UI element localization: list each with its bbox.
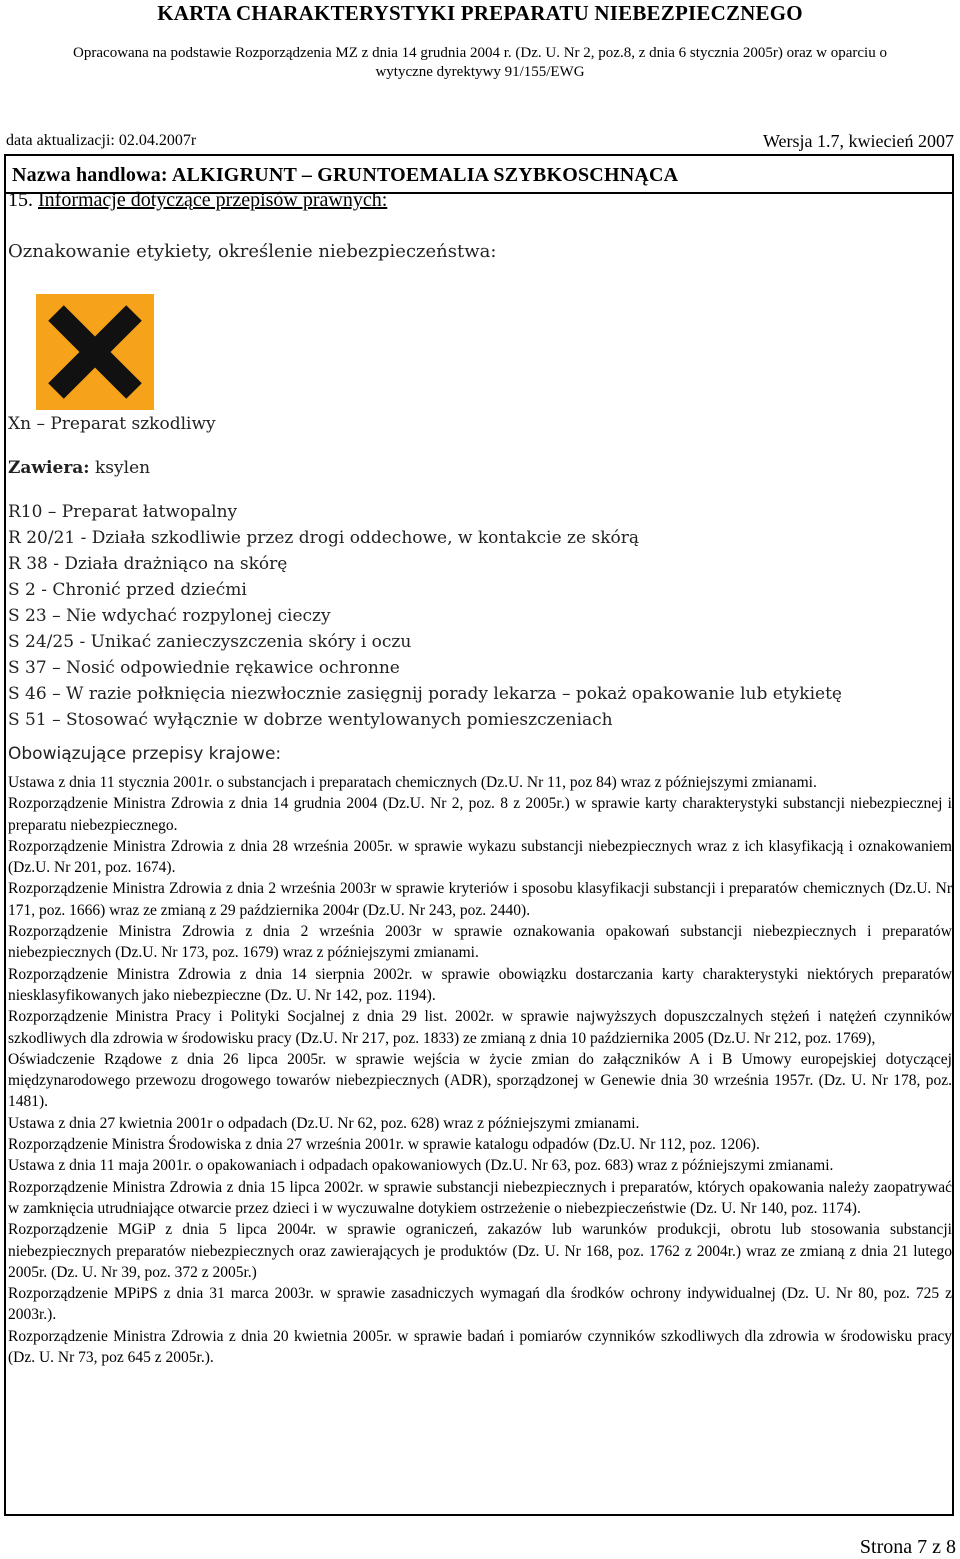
subtitle-line-2: wytyczne dyrektywy 91/155/EWG xyxy=(375,64,585,80)
symbol-label: Xn – Preparat szkodliwy xyxy=(8,414,216,434)
section-title: Informacje dotyczące przepisów prawnych: xyxy=(38,189,388,211)
laws-heading: Obowiązujące przepisy krajowe: xyxy=(8,744,282,764)
harmful-x-icon xyxy=(36,294,154,410)
phrase-item: S 24/25 - Unikać zanieczyszczenia skóry i oczu xyxy=(8,632,412,652)
regulations-list xyxy=(8,772,952,1368)
trade-name: Nazwa handlowa: ALKIGRUNT – GRUNTOEMALIA SZYBKOSCHNĄCA xyxy=(6,156,952,194)
regulation-item: Rozporządzenie Ministra Zdrowia z dnia 15 lipca 2002r. w sprawie substancji niebezpiecznych i preparatów, których opakowania należy zaopatrywać w zamknięcia utrudniające otwarcie przez dzieci i w wyczuwalne dotykiem ostrzeżenie o niebezpieczeństwie (Dz. U. Nr 140, poz. 1174). xyxy=(8,1178,952,1217)
regulation-item: Rozporządzenie Ministra Zdrowia z dnia 2 września 2003r w sprawie kryteriów i sposobu klasyfikacji substancji i preparatów chemicznych (Dz.U. Nr 171, poz. 1666) wraz ze zmianą z 29 października 2004r (Dz.U. Nr 243, poz. 2440). xyxy=(8,880,952,919)
regulation-item: Rozporządzenie Ministra Zdrowia z dnia 28 września 2005r. w sprawie wykazu substancji niebezpiecznych wraz z ich klasyfikacją i oznakowaniem (Dz.U. Nr 201, poz. 1674). xyxy=(8,837,952,877)
labeling-heading: Oznakowanie etykiety, określenie niebezpieczeństwa: xyxy=(8,241,497,262)
regulation-item: Rozporządzenie Ministra Zdrowia z dnia 14 sierpnia 2002r. w sprawie obowiązku dostarczania karty charakterystyki niektórych preparatów niesklasyfikowanych jako niebezpieczne (Dz. U. Nr 142, poz. 1194). xyxy=(8,965,952,1004)
regulation-item: Rozporządzenie MGiP z dnia 5 lipca 2004r. w sprawie ograniczeń, zakazów lub warunków produkcji, obrotu lub stosowania substancji niebezpiecznych preparatów niebezpiecznych oraz zawierających je produktów (Dz. U. Nr 168, poz. 1762 z 2004r.) wraz ze zmianą z dnia 21 lutego 2005r. (Dz. U. Nr 39, poz. 372 z 2005r.) xyxy=(8,1221,952,1281)
regulation-item: Ustawa z dnia 27 kwietnia 2001r o odpadach (Dz.U. Nr 62, poz. 628) wraz z późniejszymi zmianami. xyxy=(8,1114,640,1132)
document-title: KARTA CHARAKTERYSTYKI PREPARATU NIEBEZPIECZNEGO xyxy=(157,1,803,25)
phrase-item: S 51 – Stosować wyłącznie w dobrze wentylowanych pomieszczeniach xyxy=(8,710,613,730)
phrase-item: S 37 – Nosić odpowiednie rękawice ochronne xyxy=(8,658,400,678)
regulation-item: Rozporządzenie Ministra Zdrowia z dnia 2 września 2003r w sprawie oznakowania opakowań substancji niebezpiecznych i preparatów niebezpiecznych (Dz.U. Nr 173, poz. 1679) wraz z późniejszymi zmianami. xyxy=(8,923,952,962)
contains-label: Zawiera: xyxy=(8,458,90,478)
contains-value: ksylen xyxy=(95,458,151,478)
phrase-item: S 23 – Nie wdychać rozpylonej cieczy xyxy=(8,606,331,626)
regulation-item: Rozporządzenie Ministra Zdrowia z dnia 20 kwietnia 2005r. w sprawie badań i pomiarów czynników szkodliwych dla zdrowia w środowisku pracy (Dz. U. Nr 73, poz 645 z 2005r.). xyxy=(8,1327,952,1367)
regulation-item: Ustawa z dnia 11 maja 2001r. o opakowaniach i odpadach opakowaniowych (Dz.U. Nr 63, poz. 683) wraz z późniejszymi zmianami. xyxy=(8,1157,834,1175)
update-date: data aktualizacji: 02.04.2007r xyxy=(6,132,197,149)
document-subtitle xyxy=(0,44,960,82)
regulation-item: Ustawa z dnia 11 stycznia 2001r. o substancjach i preparatach chemicznych (Dz.U. Nr 11, poz 84) wraz z późniejszymi zmianami. xyxy=(8,774,817,791)
section-box xyxy=(4,154,954,1516)
phrase-item: S 46 – W razie połknięcia niezwłocznie zasięgnij porady lekarza – pokaż opakowanie lub etykietę xyxy=(8,684,842,704)
section-number: 15. xyxy=(8,189,33,211)
section-header xyxy=(8,188,387,212)
version-label: Wersja 1.7, kwiecień 2007 xyxy=(763,131,954,151)
phrase-item: R 38 - Działa drażniąco na skórę xyxy=(8,554,288,574)
regulation-item: Rozporządzenie MPiPS z dnia 31 marca 2003r. w sprawie zasadniczych wymagań dla środków ochrony indywidualnej (Dz. U. Nr 80, poz. 725 z 2003r.). xyxy=(8,1285,952,1324)
risk-safety-phrases xyxy=(8,499,842,733)
page-number: Strona 7 z 8 xyxy=(859,1536,956,1558)
subtitle-line-1: Opracowana na podstawie Rozporządzenia MZ z dnia 14 grudnia 2004 r. (Dz. U. Nr 2, poz.8, z dnia 6 stycznia 2005r) oraz w oparciu o xyxy=(73,45,887,61)
phrase-item: S 2 - Chronić przed dziećmi xyxy=(8,580,247,600)
phrase-item: R 20/21 - Działa szkodliwie przez drogi oddechowe, w kontakcie ze skórą xyxy=(8,528,639,548)
phrase-item: R10 – Preparat łatwopalny xyxy=(8,502,238,522)
regulation-item: Rozporządzenie Ministra Zdrowia z dnia 14 grudnia 2004 (Dz.U. Nr 2, poz. 8 z 2005r.) w sprawie karty charakterystyki substancji niebezpiecznej i preparatu niebezpiecznego. xyxy=(8,795,952,834)
regulation-item: Rozporządzenie Ministra Pracy i Polityki Socjalnej z dnia 29 list. 2002r. w sprawie najwyższych dopuszczalnych stężeń i natężeń czynników szkodliwych dla zdrowia w środowisku pracy (Dz.U. Nr 217, poz. 1833) ze zmianą z dnia 10 października 2005 (Dz.U. Nr 212, poz. 1769), xyxy=(8,1008,952,1047)
regulation-item: Oświadczenie Rządowe z dnia 26 lipca 2005r. w sprawie wejścia w życie zmian do załączników A i B Umowy europejskiej dotyczącej międzynarodowego przewozu drogowego towarów niebezpiecznych (ADR), sporządzonej w Genewie dnia 30 września 1957r. (Dz. U. Nr 178, poz. 1481). xyxy=(8,1050,952,1111)
regulation-item: Rozporządzenie Ministra Środowiska z dnia 27 września 2001r. w sprawie katalogu odpadów (Dz.U. Nr 112, poz. 1206). xyxy=(8,1136,760,1154)
contains-line xyxy=(8,456,150,480)
